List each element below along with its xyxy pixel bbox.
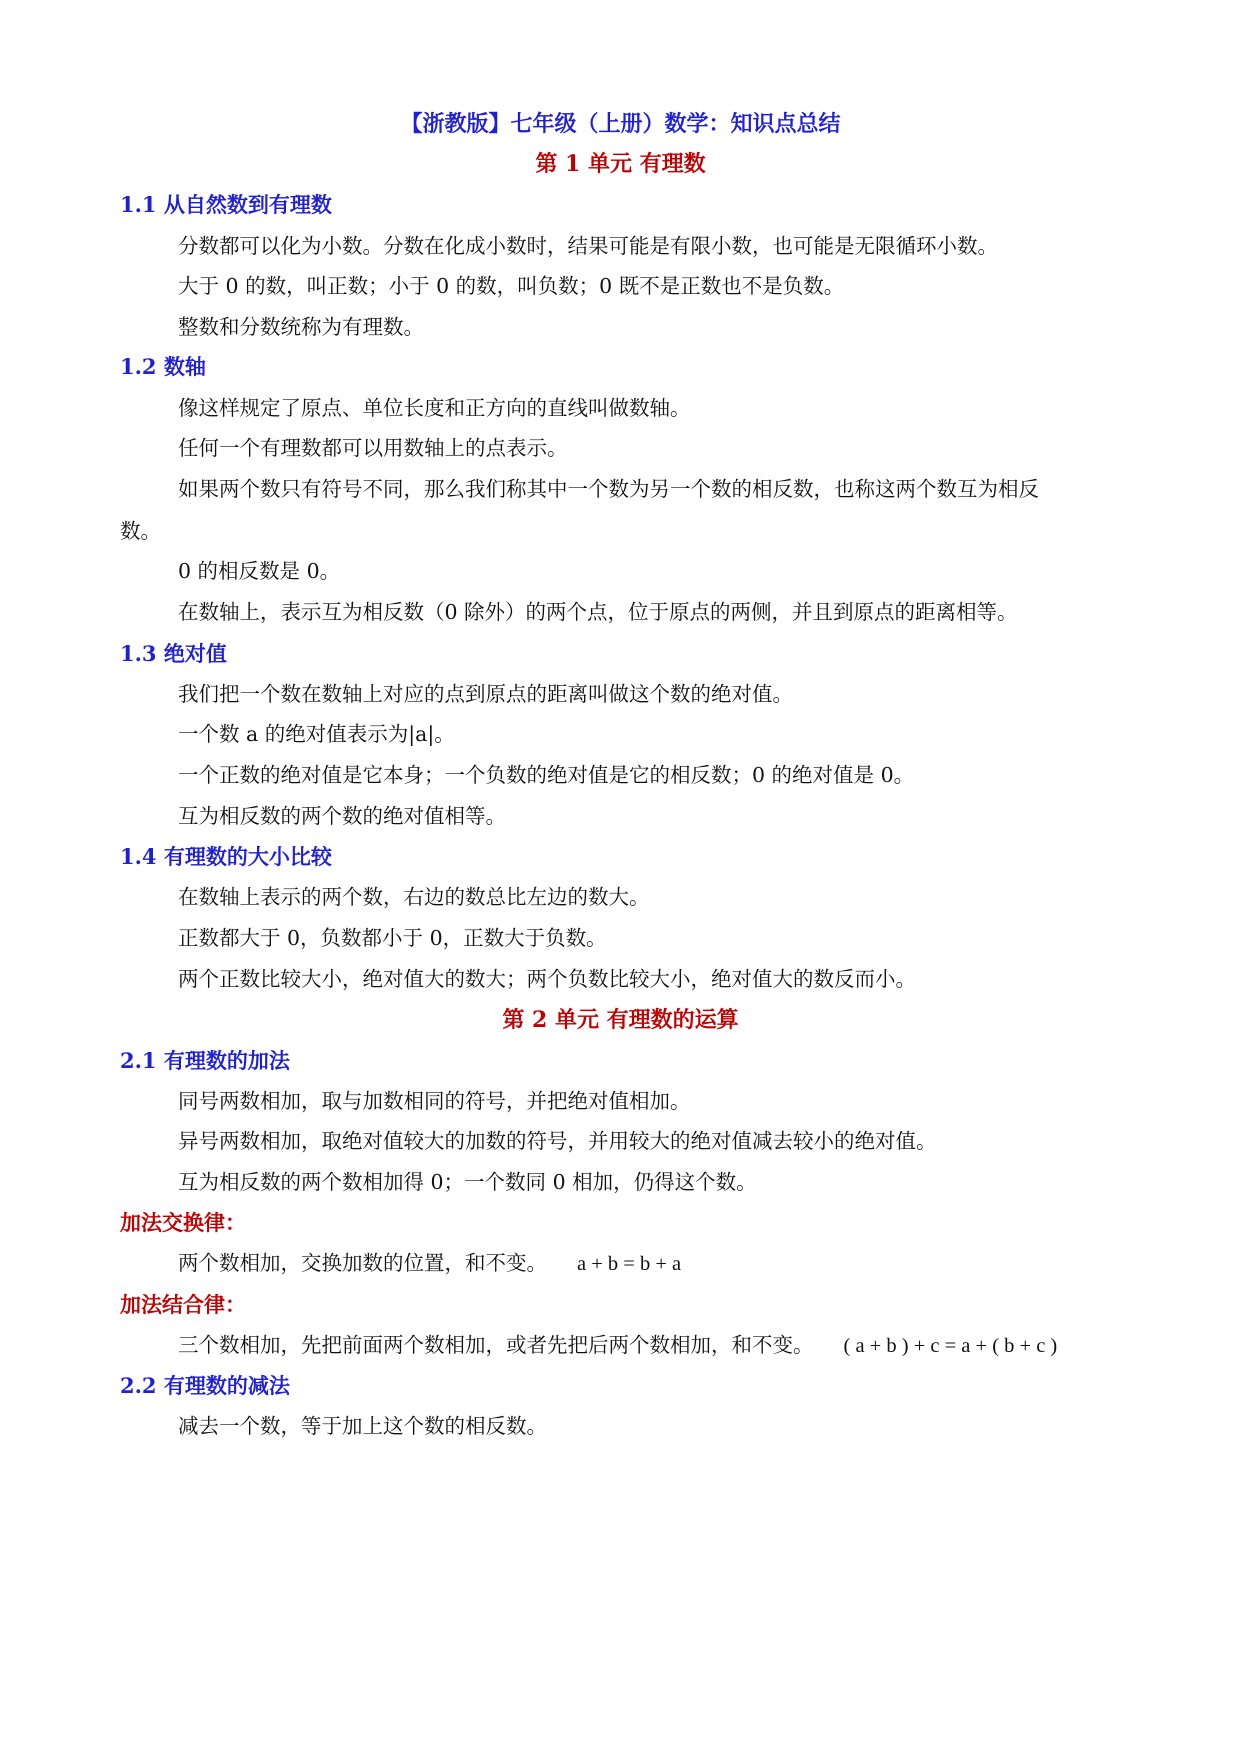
law-formula: ( a + b ) + c = a + ( b + c ) (843, 1335, 1058, 1357)
paragraph: 大于 0 的数，叫正数；小于 0 的数，叫负数；0 既不是正数也不是负数。 (178, 274, 845, 298)
paragraph: 正数都大于 0，负数都小于 0，正数大于负数。 (178, 926, 607, 950)
law-statement (178, 1335, 1057, 1357)
section-heading: 1.1 从自然数到有理数 (120, 192, 332, 217)
section-heading: 2.1 有理数的加法 (120, 1048, 290, 1073)
section-heading: 2.2 有理数的减法 (120, 1373, 290, 1398)
paragraph: 减去一个数，等于加上这个数的相反数。 (178, 1414, 547, 1438)
paragraph: 一个正数的绝对值是它本身；一个负数的绝对值是它的相反数；0 的绝对值是 0。 (178, 763, 915, 787)
paragraph: 同号两数相加，取与加数相同的符号，并把绝对值相加。 (178, 1089, 691, 1113)
section-heading: 1.2 数轴 (120, 354, 206, 379)
document-title: 【浙教版】七年级（上册）数学：知识点总结 (400, 111, 841, 137)
paragraph: 在数轴上表示的两个数，右边的数总比左边的数大。 (178, 885, 650, 909)
law-heading: 加法结合律： (120, 1292, 246, 1317)
paragraph: 0 的相反数是 0。 (178, 559, 341, 583)
section-heading: 1.4 有理数的大小比较 (120, 844, 332, 869)
paragraph: 整数和分数统称为有理数。 (178, 315, 424, 339)
paragraph: 分数都可以化为小数。分数在化成小数时，结果可能是有限小数，也可能是无限循环小数。 (178, 234, 998, 258)
paragraph: 异号两数相加，取绝对值较大的加数的符号，并用较大的绝对值减去较小的绝对值。 (178, 1129, 937, 1153)
paragraph: 如果两个数只有符号不同，那么我们称其中一个数为另一个数的相反数，也称这两个数互为相反 (178, 477, 1039, 501)
unit-title: 第 1 单元 有理数 (535, 151, 706, 177)
section-heading: 1.3 绝对值 (120, 641, 227, 666)
paragraph: 两个正数比较大小，绝对值大的数大；两个负数比较大小，绝对值大的数反而小。 (178, 967, 916, 991)
paragraph: 像这样规定了原点、单位长度和正方向的直线叫做数轴。 (178, 396, 691, 420)
law-text: 两个数相加，交换加数的位置，和不变。 (178, 1251, 547, 1275)
paragraph-continuation: 数。 (120, 519, 161, 543)
paragraph: 我们把一个数在数轴上对应的点到原点的距离叫做这个数的绝对值。 (178, 682, 793, 706)
paragraph: 任何一个有理数都可以用数轴上的点表示。 (178, 436, 568, 460)
unit-title: 第 2 单元 有理数的运算 (502, 1007, 739, 1033)
law-formula: a + b = b + a (577, 1253, 682, 1275)
paragraph: 互为相反数的两个数的绝对值相等。 (178, 804, 506, 828)
paragraph: 一个数 a 的绝对值表示为|a|。 (178, 722, 455, 746)
paragraph: 互为相反数的两个数相加得 0；一个数同 0 相加，仍得这个数。 (178, 1170, 757, 1194)
law-text: 三个数相加，先把前面两个数相加，或者先把后两个数相加，和不变。 (178, 1333, 814, 1357)
law-statement (178, 1253, 681, 1275)
law-heading: 加法交换律： (120, 1210, 246, 1235)
paragraph: 在数轴上，表示互为相反数（0 除外）的两个点，位于原点的两侧，并且到原点的距离相等。 (178, 600, 1018, 624)
